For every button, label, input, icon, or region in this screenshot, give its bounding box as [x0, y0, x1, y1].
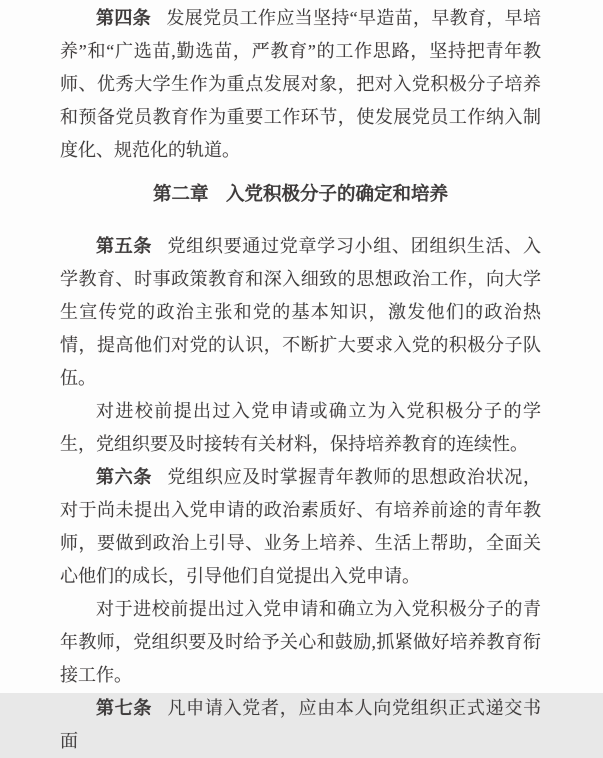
teachers-continuity-text: 对于进校前提出过入党申请和确立为入党积极分子的青年教师，党组织要及时给予关心和鼓励,抓紧做好培养教育衔接工作。 — [60, 599, 541, 685]
article-7-paragraph — [60, 692, 541, 758]
article-5-paragraph — [60, 230, 541, 395]
article-5-label: 第五条 — [96, 236, 153, 256]
article-4-text: 发展党员工作应当坚持“早造苗，早教育，早培养”和“广选苗,勤选苗，严教育”的工作思路，坚持把青年教师、优秀大学生作为重点发展对象，把对入党积极分子培养和预备党员教育作为重要工作环节，使发展党员工作纳入制度化、规范化的轨道。 — [60, 8, 541, 160]
chapter-2-title: 入党积极分子的确定和培养 — [226, 185, 449, 205]
chapter-2-label: 第二章 — [152, 185, 209, 205]
article-4-paragraph — [60, 2, 541, 167]
article-6-text: 党组织应及时掌握青年教师的思想政治状况，对于尚未提出入党申请的政治素质好、有培养前途的青年教师，要做到政治上引导、业务上培养、生活上帮助，全面关心他们的成长，引导他们自觉提出入党申请。 — [60, 467, 542, 586]
article-7-text: 凡申请入党者，应由本人向党组织正式递交书面 — [60, 698, 542, 751]
article-7-label: 第七条 — [96, 698, 153, 718]
article-4-label: 第四条 — [96, 8, 152, 28]
article-6-paragraph — [60, 461, 541, 593]
students-materials-transfer-paragraph — [60, 395, 541, 461]
article-6-label: 第六条 — [96, 467, 153, 487]
teachers-continuity-paragraph — [60, 593, 541, 692]
chapter-2-heading — [60, 179, 541, 212]
students-materials-transfer-text: 对进校前提出过入党申请或确立为入党积极分子的学生，党组织要及时接转有关材料，保持培养教育的连续性。 — [60, 401, 541, 454]
article-5-text: 党组织要通过党章学习小组、团组织生活、入学教育、时事政策教育和深入细致的思想政治工作，向大学生宣传党的政治主张和党的基本知识，激发他们的政治热情，提高他们对党的认识，不断扩大要求入党的积极分子队伍。 — [60, 236, 542, 388]
